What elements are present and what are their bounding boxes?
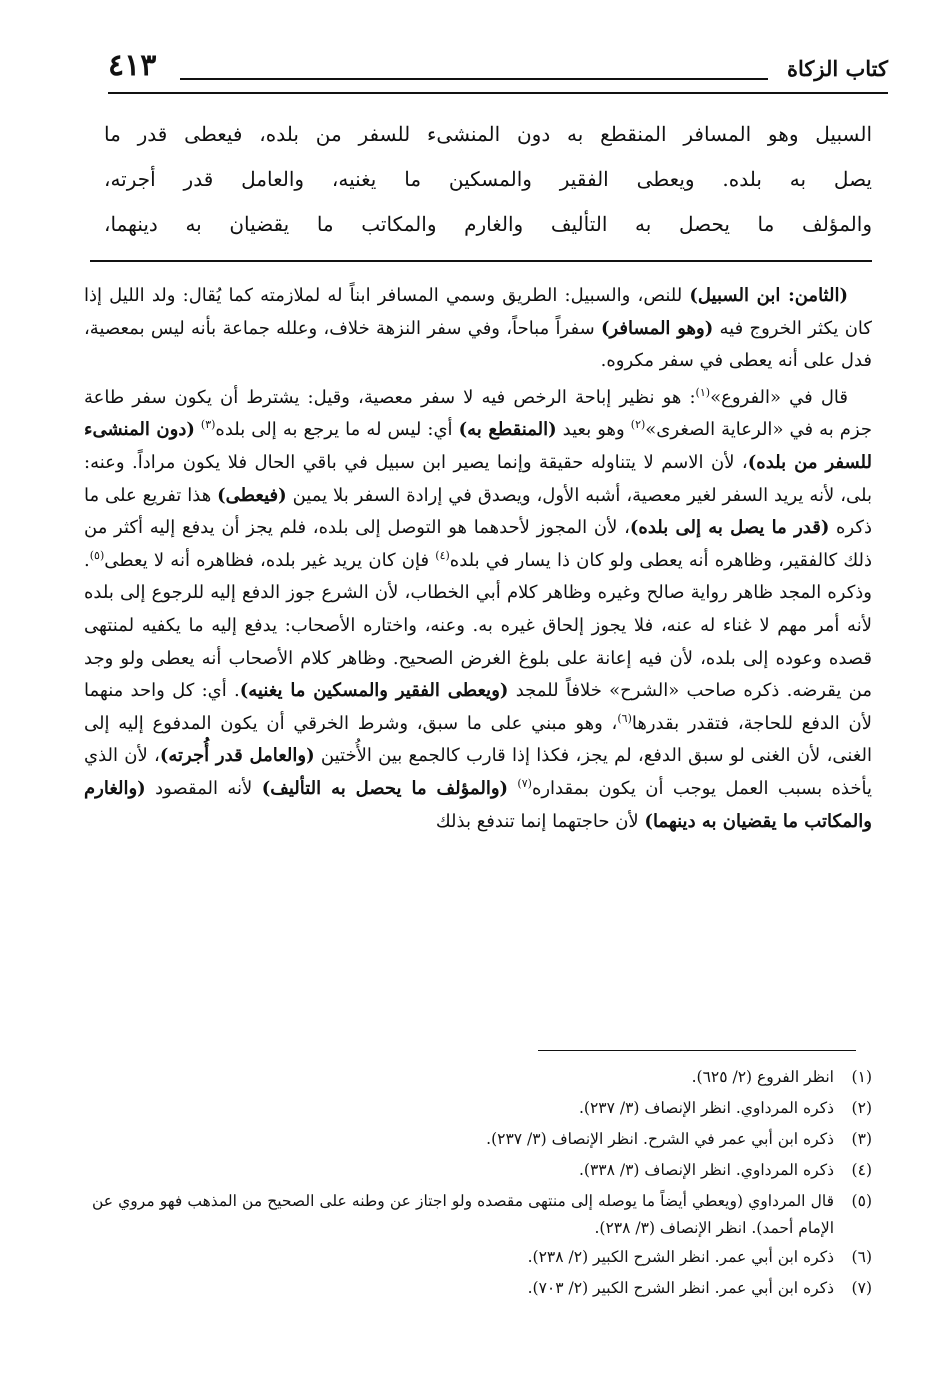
footnote-number: (٢) [851, 1099, 872, 1117]
main-text-line: والمؤلف ما يحصل به التأليف والغارم والمكاتب ما يقضيان به دينهما، [104, 212, 872, 236]
matn-quote: (وهو المسافر) [600, 317, 714, 339]
footnote-number: (٧) [851, 1279, 872, 1297]
main-text-line: يصل به بلده. ويعطى الفقير والمسكين ما يغنيه، والعامل قدر أجرته، [104, 167, 872, 191]
footnote-text: ذكره ابن أبي عمر. انظر الشرح الكبير (٢/ ٢٣٨). [527, 1248, 834, 1266]
footnote-number: (١) [851, 1068, 872, 1086]
matn-quote: (والمؤلف ما يحصل به التأليف) [261, 777, 509, 799]
footnote-ref: (٤) [435, 548, 450, 562]
footnote [92, 1155, 872, 1186]
footnote [92, 1093, 872, 1124]
commentary-text [508, 778, 517, 799]
footnote-ref: (٦) [617, 711, 632, 725]
footnote-separator [538, 1050, 856, 1051]
commentary-text: : هو نظير إباحة الرخص فيه لا سفر معصية، وقيل: يشترط أن يكون سفر طاعة جزم به في «الرعاية الصغرى» [84, 386, 873, 441]
footnote-ref: (٢) [630, 418, 646, 432]
commentary [84, 280, 872, 842]
commentary-paragraph [84, 280, 872, 378]
header-rule [180, 78, 768, 80]
footnote-ref: (٧) [517, 776, 532, 790]
commentary-text: لأنه المقصود [145, 777, 262, 799]
commentary-text: أي: ليس له ما يرجع به إلى بلده [215, 419, 459, 441]
footnote [92, 1186, 872, 1242]
matn-quote: (الثامن: ابن السبيل) [689, 285, 848, 306]
footnote-text: ذكره المرداوي. انظر الإنصاف (٣/ ٣٣٨). [578, 1161, 834, 1179]
commentary-text: ، لأن الذي يأخذه بسبب العمل يوجب أن يكون بمقداره [84, 745, 872, 799]
commentary-text: سفراً مباحاً، وفي سفر النزهة خلاف، وعلله جماعة بأنه ليس بمعصية، فدل على أنه يعطى في سفر مكروه. [84, 317, 872, 372]
matn-quote: (ويعطى الفقير والمسكين ما يغنيه) [239, 680, 509, 702]
commentary-paragraph [84, 382, 872, 838]
commentary-text: فإن كان يريد غير بلده، فظاهره أنه لا يعطى [104, 549, 436, 571]
commentary-text: للنص، والسبيل: الطريق وسمي المسافر ابناً له لملازمته كما يُقال: ولد الليل إذا كان يكثر الخروج فيه [84, 285, 872, 339]
commentary-text: ، وهو مبني على ما سبق، وشرط الخرقي أن يكون المدفوع إليه إلى الغنى، لأن الغنى لو سبق الدفع، لم يجز، فكذا إذا قارب كالجمع بين الأُختين [84, 712, 873, 767]
footnote-text: قال المرداوي (ويعطي أيضاً ما يوصله إلى منتهى مقصده ولو اجتاز عن وطنه على الصحيح من المذهب فهو مروي عن الإمام أحمد). انظر الإنصاف (٣/ ٢٣٨). [92, 1192, 834, 1237]
footnote [92, 1242, 872, 1273]
footnote-number: (٦) [851, 1248, 872, 1266]
header-underline [108, 92, 888, 94]
footnote [92, 1062, 872, 1093]
footnote-number: (٥) [851, 1192, 872, 1210]
matn-quote: (فيعطى) [217, 484, 287, 506]
matn-quote: (والغارم والمكاتب ما يقضيان به دينهما) [84, 777, 872, 832]
commentary-text: وهو بعيد [556, 419, 631, 441]
footnote-text: ذكره ابن أبي عمر. انظر الشرح الكبير (٢/ ٧٠٣). [527, 1279, 834, 1297]
footnote-number: (٤) [851, 1161, 872, 1179]
page-header [108, 44, 888, 94]
page-number: ٤١٣ [108, 48, 157, 83]
commentary-text: لأن حاجتهما إنما تندفع بذلك [435, 810, 645, 832]
running-title: كتاب الزكاة [786, 56, 888, 81]
commentary-text: . وذكره المجد ظاهر رواية صالح وغيره وظاهر كلام أبي الخطاب، لأن الشرع جوز الدفع إليه للرجوع إلى بلده لأنه أمر مهم لا غناء له عنه، فلا يجوز إلحاق غيره به. وعنه، واختاره الأصحاب: يدفع إليه ما يكفيه لمنتهى قصده وعوده إلى بلده، لأن فيه إعانة على بلوغ الغرض الصحيح. وظاهر كلام الأصحاب أنه يعطى ولو وجد من يقرضه. ذكره صاحب «الشرح» خلافاً للمجد [84, 549, 872, 702]
matn-quote: (قدر ما يصل به إلى بلده) [629, 517, 830, 539]
main-text [104, 112, 872, 247]
main-text-line: السبيل وهو المسافر المنقطع به دون المنشىء للسفر من بلده، فيعطى قدر ما [104, 122, 872, 146]
commentary-text: ، لأن المجوز لأحدهما هو التوصل إلى بلده، فلم يجز أن يدفع إليه أكثر من ذلك كالفقير، وظاهره أنه يعطى ولو كان ذا يسار في بلده [84, 517, 872, 571]
matn-quote: (المنقطع به) [458, 419, 557, 441]
commentary-text: . أي: كل واحد منهما لأن الدفع للحاجة، فتقدر بقدرها [84, 680, 872, 734]
commentary-text: ، لأن الاسم لا يتناوله حقيقة وإنما يصير ابن سبيل في باقي الحال فلا يكون مراداً. وعنه: بلى، لأنه يريد السفر لغير معصية، أشبه الأول، ويصدق في إرادة السفر بلا يمين [84, 451, 872, 506]
commentary-text: قال في «الفروع» [710, 386, 848, 408]
footnote-ref: (١) [695, 385, 711, 399]
matn-quote: (والعامل قدر أُجرته) [159, 745, 315, 767]
footnote-ref: (٥) [89, 548, 105, 562]
footnote-text: ذكره المرداوي. انظر الإنصاف (٣/ ٢٣٧). [578, 1099, 834, 1117]
footnotes [92, 1062, 872, 1304]
footnote-number: (٣) [851, 1130, 872, 1148]
footnote-text: انظر الفروع (٢/ ٦٢٥). [691, 1068, 834, 1086]
footnote-text: ذكره ابن أبي عمر في الشرح. انظر الإنصاف (٣/ ٢٣٧). [486, 1130, 834, 1148]
footnote-ref: (٣) [200, 418, 216, 432]
commentary-text: هذا تفريع على ما ذكره [84, 484, 873, 539]
footnote [92, 1124, 872, 1155]
footnote [92, 1273, 872, 1304]
matn-quote: (دون المنشىء للسفر من بلده) [84, 419, 872, 473]
main-text-separator [90, 260, 872, 262]
